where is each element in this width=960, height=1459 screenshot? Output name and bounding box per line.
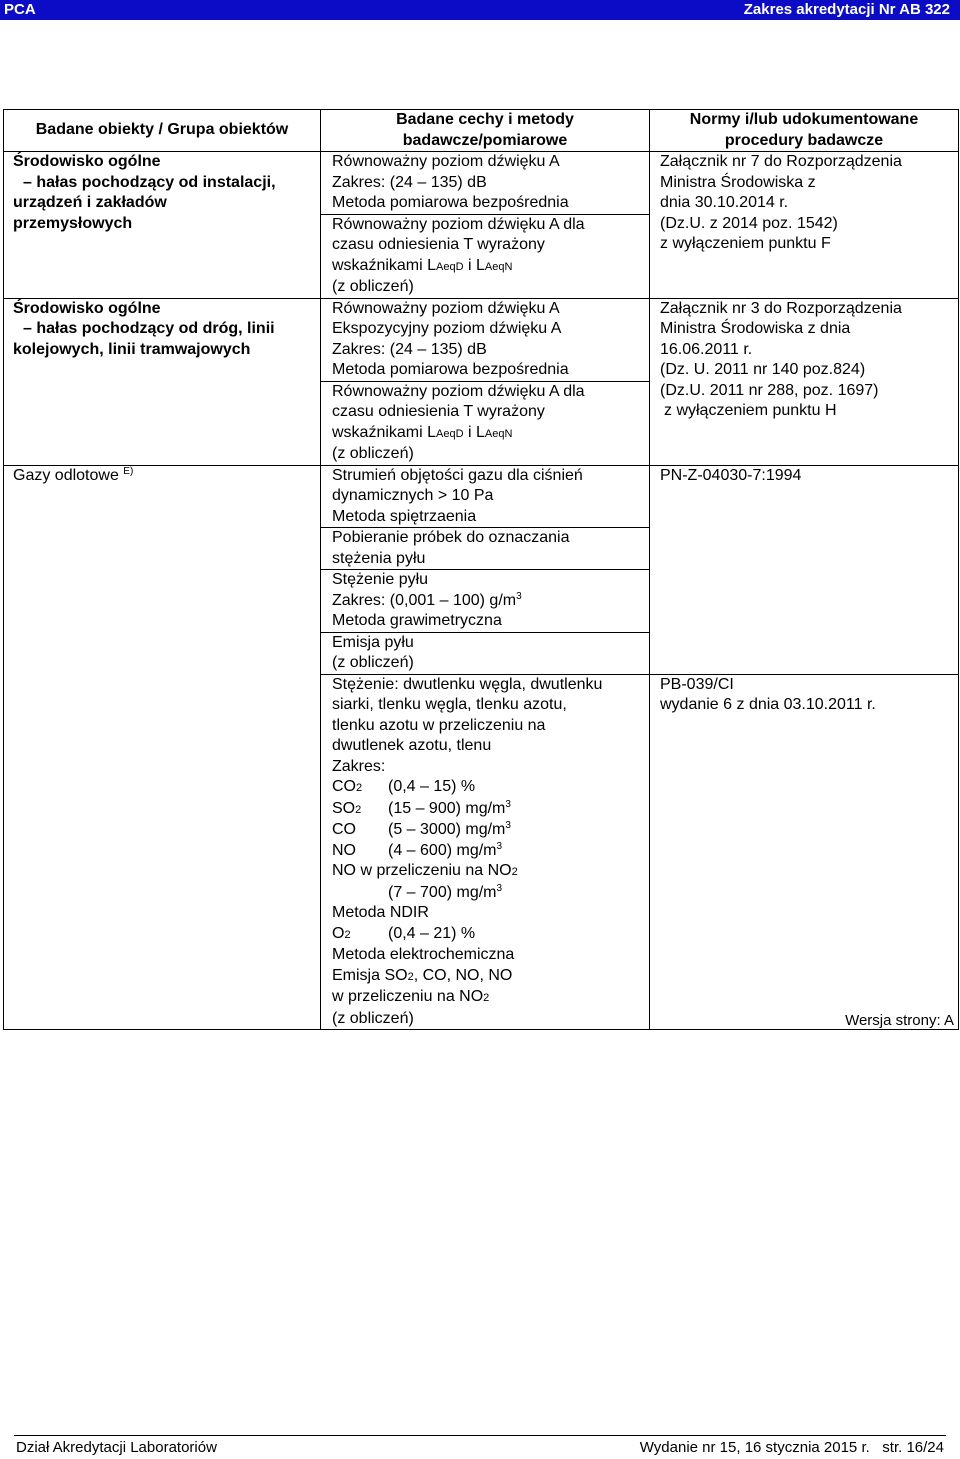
header-norms: Normy i/lub udokumentowane procedury badawcze bbox=[650, 110, 959, 152]
methods-cell: Równoważny poziom dźwięku A dla czasu odniesienia T wyrażony wskaźnikami LAeqD i LAeqN (z obliczeń) bbox=[321, 214, 650, 298]
norms-cell: PB-039/CI wydanie 6 z dnia 03.10.2011 r. bbox=[650, 674, 959, 1030]
header-methods: Badane cechy i metody badawcze/pomiarowe bbox=[321, 110, 650, 152]
object-cell: Środowisko ogólne – hałas pochodzący od dróg, linii kolejowych, linii tramwajowych bbox=[4, 298, 321, 465]
footer-left: Dział Akredytacji Laboratoriów bbox=[16, 1439, 217, 1456]
header-left: PCA bbox=[4, 1, 36, 18]
table-row bbox=[4, 465, 959, 674]
header-objects: Badane obiekty / Grupa obiektów bbox=[4, 110, 321, 152]
methods-cell: Stężenie: dwutlenku węgla, dwutlenku siarki, tlenku węgla, tlenku azotu, tlenku azotu w przeliczeniu na dwutlenek azotu, tlenu Zakres: CO2 (0,4 – 15) % SO2 (15 – 900) $mg/m^3$ CO (5 – 3000) $mg/m^3$ NO (4 – 600) $mg/m^3$ NO w przeliczeniu na NO2 (7 – 700) $mg/m^3$ Metoda NDIR O2 (0,4 – 21) % Metoda elektrochemiczna Emisja SO2, CO, NO, NO w przeliczeniu na NO2 (z obliczeń) bbox=[321, 674, 650, 1030]
object-cell: Środowisko ogólne – hałas pochodzący od instalacji, urządzeń i zakładów przemysłowych bbox=[4, 152, 321, 299]
methods-cell: Równoważny poziom dźwięku A Zakres: (24 – 135) dB Metoda pomiarowa bezpośrednia bbox=[321, 152, 650, 215]
norms-cell: Załącznik nr 3 do Rozporządzenia Ministra Środowiska z dnia 16.06.2011 r. (Dz. U. 2011 nr 140 poz.824) (Dz.U. 2011 nr 288, poz. 1697) z wyłączeniem punktu H bbox=[650, 298, 959, 465]
norms-cell: PN-Z-04030-7:1994 bbox=[650, 465, 959, 674]
table-row bbox=[4, 298, 959, 381]
header-bar bbox=[0, 0, 960, 20]
footer-right: Wydanie nr 15, 16 stycznia 2015 r. str. 16/24 bbox=[639, 1439, 944, 1456]
table-header-row bbox=[4, 110, 959, 152]
accreditation-table bbox=[3, 109, 959, 1030]
header-right: Zakres akredytacji Nr AB 322 bbox=[743, 1, 950, 18]
object-cell: Gazy odlotowe $^{E)}$ bbox=[4, 465, 321, 1030]
methods-cell: Równoważny poziom dźwięku A dla czasu odniesienia T wyrażony wskaźnikami LAeqD i LAeqN (z obliczeń) bbox=[321, 381, 650, 465]
footer-divider bbox=[14, 1435, 946, 1436]
norms-cell: Załącznik nr 7 do Rozporządzenia Ministra Środowiska z dnia 30.10.2014 r. (Dz.U. z 2014 poz. 1542) z wyłączeniem punktu F bbox=[650, 152, 959, 299]
methods-cell: Strumień objętości gazu dla ciśnień dynamicznych > 10 Pa Metoda spiętrzaenia Pobieranie próbek do oznaczania stężenia pyłu Stężenie pyłu Zakres: (0,001 – 100) $g/m^3$ Metoda grawimetryczna Emisja pyłu (z obliczeń) bbox=[321, 465, 650, 674]
table-row bbox=[4, 152, 959, 215]
methods-cell: Równoważny poziom dźwięku A Ekspozycyjny poziom dźwięku A Zakres: (24 – 135) dB Metoda pomiarowa bezpośrednia bbox=[321, 298, 650, 381]
page-version: Wersja strony: A bbox=[845, 1012, 954, 1029]
